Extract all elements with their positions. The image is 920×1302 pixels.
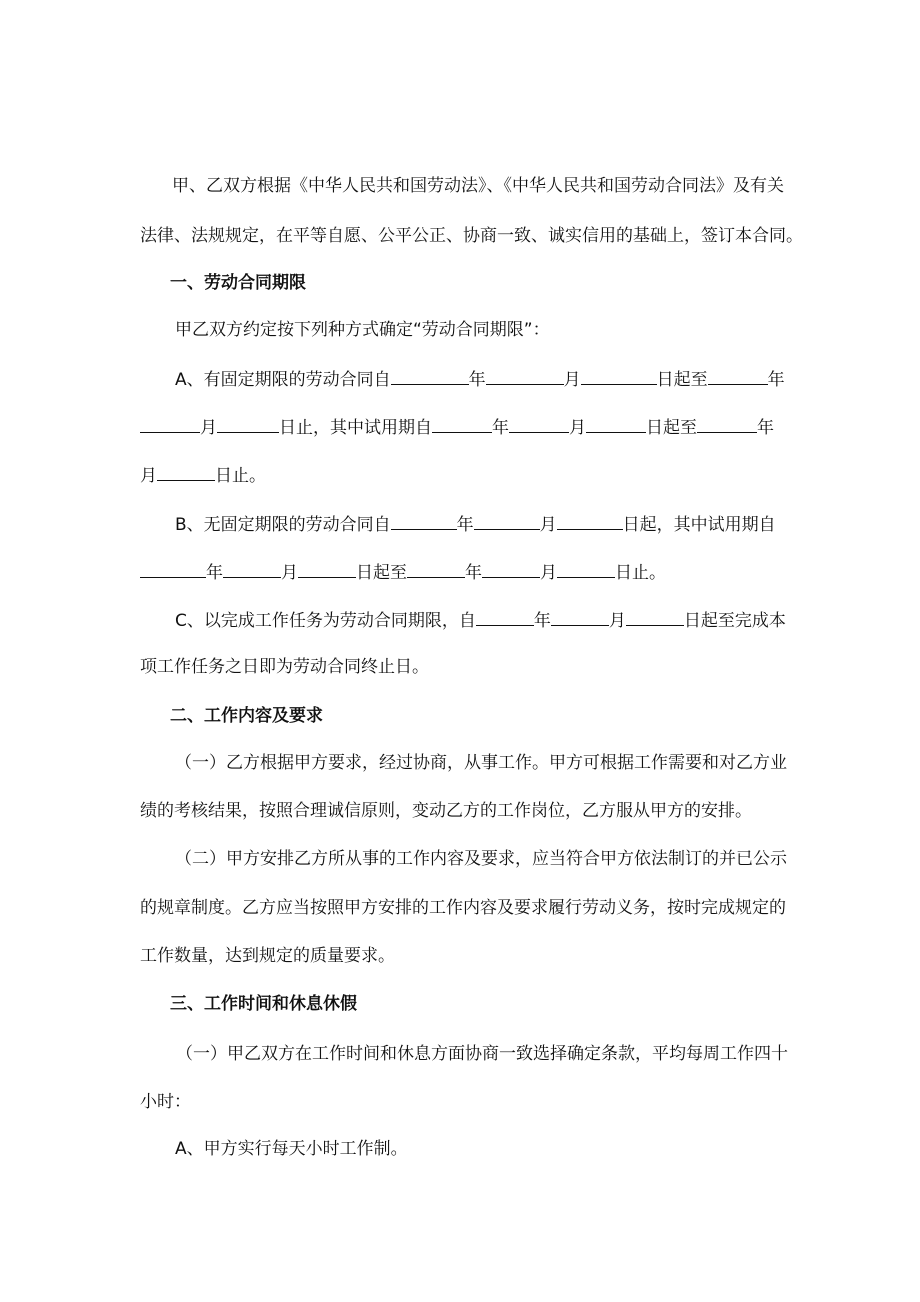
section-3-heading [0, 992, 920, 1016]
blank-month-field[interactable] [140, 414, 200, 433]
text: 年 [533, 611, 551, 631]
blank-month-field[interactable] [486, 366, 564, 385]
section-1-lead [0, 318, 920, 342]
blank-month-field[interactable] [474, 511, 540, 530]
blank-day-field[interactable] [298, 559, 356, 578]
text: 年 [468, 370, 486, 390]
text: （一）甲乙双方在工作时间和休息方面协商一致选择确定条款，平均每周工作四十 [176, 1044, 788, 1064]
blank-year-field[interactable] [708, 366, 768, 385]
blank-month-field[interactable] [509, 414, 569, 433]
blank-day-field[interactable] [217, 414, 279, 433]
text: 年 [206, 563, 223, 583]
blank-year-field[interactable] [140, 559, 206, 578]
blank-year-field[interactable] [391, 366, 469, 385]
blank-day-field[interactable] [626, 607, 684, 626]
option-b-line-1 [0, 511, 920, 537]
blank-year-field[interactable] [432, 414, 492, 433]
intro-line-1 [0, 174, 920, 198]
text: 月 [608, 611, 626, 631]
blank-day-field[interactable] [557, 511, 623, 530]
text: 日止，其中试用期自 [279, 418, 432, 438]
blank-day-field[interactable] [586, 414, 646, 433]
text: 的规章制度。乙方应当按照甲方安排的工作内容及要求履行劳动义务，按时完成规定的 [140, 898, 786, 918]
text: 月 [563, 370, 581, 390]
blank-month-field[interactable] [482, 559, 540, 578]
text: 年 [456, 515, 474, 535]
text: 甲乙双方约定按下列种方式确定“劳动合同期限”： [175, 320, 550, 340]
text: 月 [140, 466, 157, 486]
section-3-para-1-line-2 [0, 1090, 920, 1114]
section-2-para-2-line-2 [0, 896, 920, 920]
blank-day-field[interactable] [581, 366, 657, 385]
blank-day-field[interactable] [157, 462, 215, 481]
text: 日止。 [215, 466, 266, 486]
section-3-option-a [0, 1137, 920, 1161]
text: 日止。 [615, 563, 666, 583]
text: A、有固定期限的劳动合同自 [175, 370, 391, 390]
blank-year-field[interactable] [476, 607, 534, 626]
text: 年 [465, 563, 482, 583]
text: 日起，其中试用期自 [622, 515, 776, 535]
text: 一、劳动合同期限 [170, 273, 306, 293]
blank-month-field[interactable] [223, 559, 281, 578]
text: 项工作任务之日即为劳动合同终止日。 [140, 657, 429, 677]
section-2-para-2-line-1 [0, 847, 920, 871]
section-3-para-1-line-1 [0, 1042, 920, 1066]
blank-day-field[interactable] [557, 559, 615, 578]
section-2-para-2-line-3 [0, 944, 920, 968]
text: 法律、法规规定，在平等自愿、公平公正、协商一致、诚实信用的基础上，签订本合同。 [140, 226, 803, 246]
text: 日起至 [356, 563, 407, 583]
section-2-heading [0, 704, 920, 728]
intro-line-2 [0, 224, 920, 248]
blank-month-field[interactable] [551, 607, 609, 626]
text: 年 [757, 418, 774, 438]
blank-year-field[interactable] [407, 559, 465, 578]
text: 三、工作时间和休息休假 [170, 994, 357, 1014]
text: 日起至完成本 [683, 611, 786, 631]
text: 月 [281, 563, 298, 583]
text: 工作数量，达到规定的质量要求。 [140, 946, 395, 966]
option-a-line-1 [0, 366, 920, 392]
option-a-line-3 [0, 462, 920, 488]
option-c-line-2 [0, 655, 920, 679]
text: 甲、乙双方根据《中华人民共和国劳动法》、《中华人民共和国劳动合同法》及有关 [172, 176, 784, 196]
text: 绩的考核结果，按照合理诚信原则，变动乙方的工作岗位，乙方服从甲方的安排。 [140, 801, 752, 821]
blank-year-field[interactable] [697, 414, 757, 433]
option-b-line-2 [0, 559, 920, 585]
text: 月 [539, 515, 557, 535]
text: 日起至 [656, 370, 708, 390]
option-a-line-2 [0, 414, 920, 440]
text: A、甲方实行每天小时工作制。 [175, 1139, 408, 1159]
text: 月 [540, 563, 557, 583]
text: C、以完成工作任务为劳动合同期限，自 [175, 611, 476, 631]
text: （一）乙方根据甲方要求，经过协商，从事工作。甲方可根据工作需要和对乙方业 [175, 753, 787, 773]
text: B、无固定期限的劳动合同自 [175, 515, 391, 535]
text: 年 [767, 370, 785, 390]
option-c-line-1 [0, 607, 920, 633]
text: 月 [200, 418, 217, 438]
text: （二）甲方安排乙方所从事的工作内容及要求，应当符合甲方依法制订的并已公示 [175, 849, 787, 869]
text: 日起至 [646, 418, 697, 438]
text: 小时： [140, 1092, 191, 1112]
text: 月 [569, 418, 586, 438]
section-2-para-1-line-2 [0, 799, 920, 823]
section-2-para-1-line-1 [0, 751, 920, 775]
text: 二、工作内容及要求 [170, 706, 323, 726]
section-1-heading [0, 271, 920, 295]
blank-year-field[interactable] [391, 511, 457, 530]
text: 年 [492, 418, 509, 438]
